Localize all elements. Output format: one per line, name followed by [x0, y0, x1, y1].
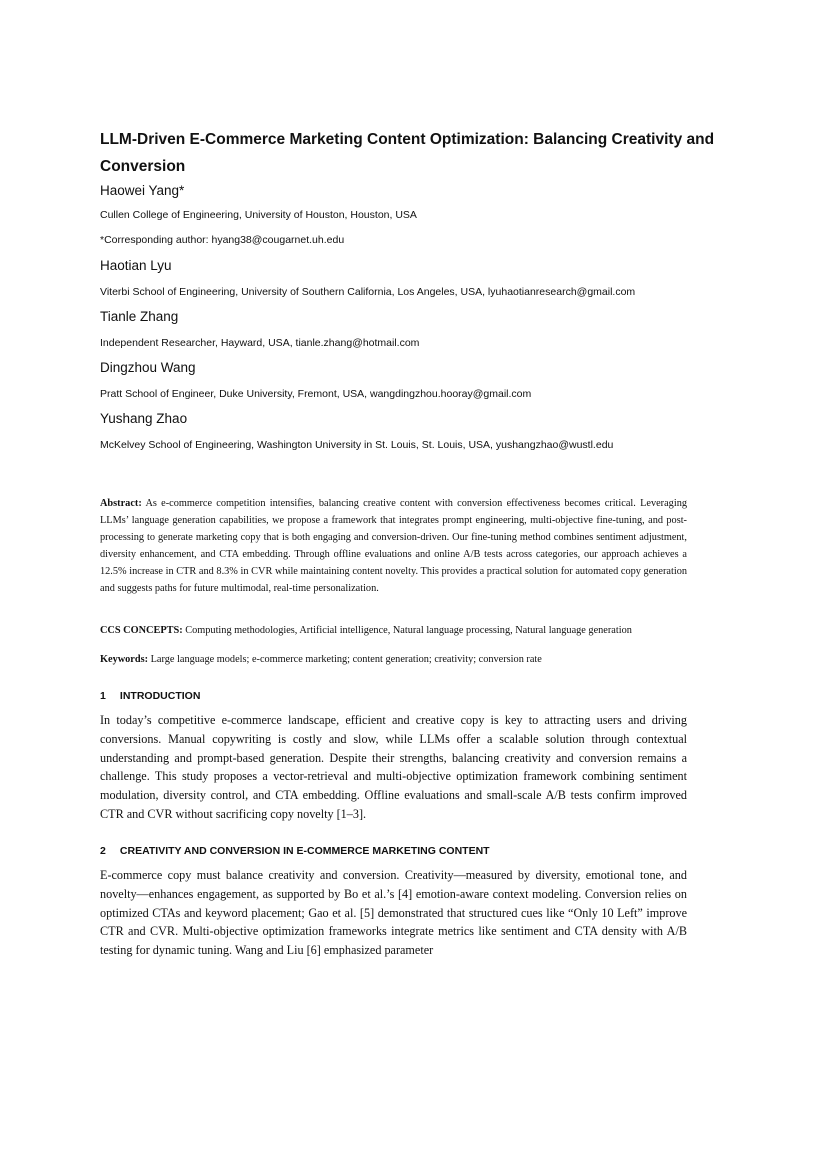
author-affiliation: Viterbi School of Engineering, University of Southern California, Los Angeles, USA, lyuhaotianresearch@gmail.com [100, 286, 636, 298]
keywords [100, 654, 700, 665]
author-affiliation: Pratt School of Engineer, Duke University, Fremont, USA, wangdingzhou.hooray@gmail.com [100, 388, 532, 400]
author-name: Yushang Zhao [100, 411, 188, 426]
author-affiliation: Cullen College of Engineering, University of Houston, Houston, USA [100, 209, 417, 221]
abstract-text: As e-commerce competition intensifies, balancing creative content with conversion effectiveness becomes critical. Leveraging LLMs’ language generation capabilities, we propose a framework that integrates prompt engineering, multi-objective fine-tuning, and post-processing to generate marketing copy that is both engaging and conversion-driven. Our fine-tuning method combines sentiment adjustment, diversity enhancement, and CTA embedding. Through offline evaluations and online A/B tests across categories, our approach achieves a 12.5% increase in CTR and 8.3% in CVR while maintaining content novelty. This provides a practical solution for automated copy generation and suggests paths for future multimodal, real-time personalization. [100, 498, 687, 595]
keywords-text: Large language models; e-commerce marketing; content generation; creativity; conversion rate [150, 654, 542, 665]
abstract [100, 495, 687, 598]
author-name: Tianle Zhang [100, 309, 179, 324]
author-name: Dingzhou Wang [100, 360, 196, 375]
author-name: Haotian Lyu [100, 258, 172, 273]
paper-title: LLM-Driven E-Commerce Marketing Content Optimization: Balancing Creativity and Conversion [100, 131, 715, 175]
author-name: Haowei Yang* [100, 183, 185, 198]
section-body: In today’s competitive e-commerce landscape, efficient and creative copy is key to attracting users and driving conversions. Manual copywriting is costly and slow, while LLMs offer a scalable solution through contextual understanding and prompt-based generation. Despite their strengths, balancing creativity and conversion remains a challenge. This study proposes a vector-retrieval and multi-objective optimization framework combining sentiment modulation, diversity control, and CTA embedding. Offline evaluations and small-scale A/B tests confirm improved CTR and CVR without sacrificing copy novelty [1–3]. [100, 713, 687, 821]
abstract-label: Abstract: [100, 498, 142, 509]
section-heading [100, 845, 490, 857]
author-affiliation: McKelvey School of Engineering, Washington University in St. Louis, St. Louis, USA, yushangzhao@wustl.edu [100, 439, 614, 451]
section-heading [100, 690, 200, 702]
ccs-concepts [100, 625, 700, 636]
keywords-label: Keywords: [100, 654, 149, 665]
section-number: 1 [100, 690, 106, 702]
section-body: E-commerce copy must balance creativity and conversion. Creativity—measured by diversity, emotional tone, and novelty—enhances engagement, as supported by Bo et al.’s [4] emotion-aware context modeling. Conversion relies on optimized CTAs and keyword placement; Gao et al. [5] demonstrated that structured cues like “Only 10 Left” improve CTR and CVR. Multi-objective optimization frameworks integrate metrics like sentiment and CTA density with A/B testing for dynamic tuning. Wang and Liu [6] emphasized parameter [100, 868, 687, 958]
section-title: INTRODUCTION [119, 690, 201, 702]
section-title: CREATIVITY AND CONVERSION IN E-COMMERCE MARKETING CONTENT [119, 845, 490, 857]
ccs-label: CCS CONCEPTS: [100, 625, 183, 636]
ccs-text: Computing methodologies, Artificial intelligence, Natural language processing, Natural language generation [185, 625, 632, 636]
section-number: 2 [100, 845, 106, 857]
author-affiliation: Independent Researcher, Hayward, USA, tianle.zhang@hotmail.com [100, 337, 420, 349]
corresponding-author: *Corresponding author: hyang38@cougarnet.uh.edu [100, 234, 345, 246]
